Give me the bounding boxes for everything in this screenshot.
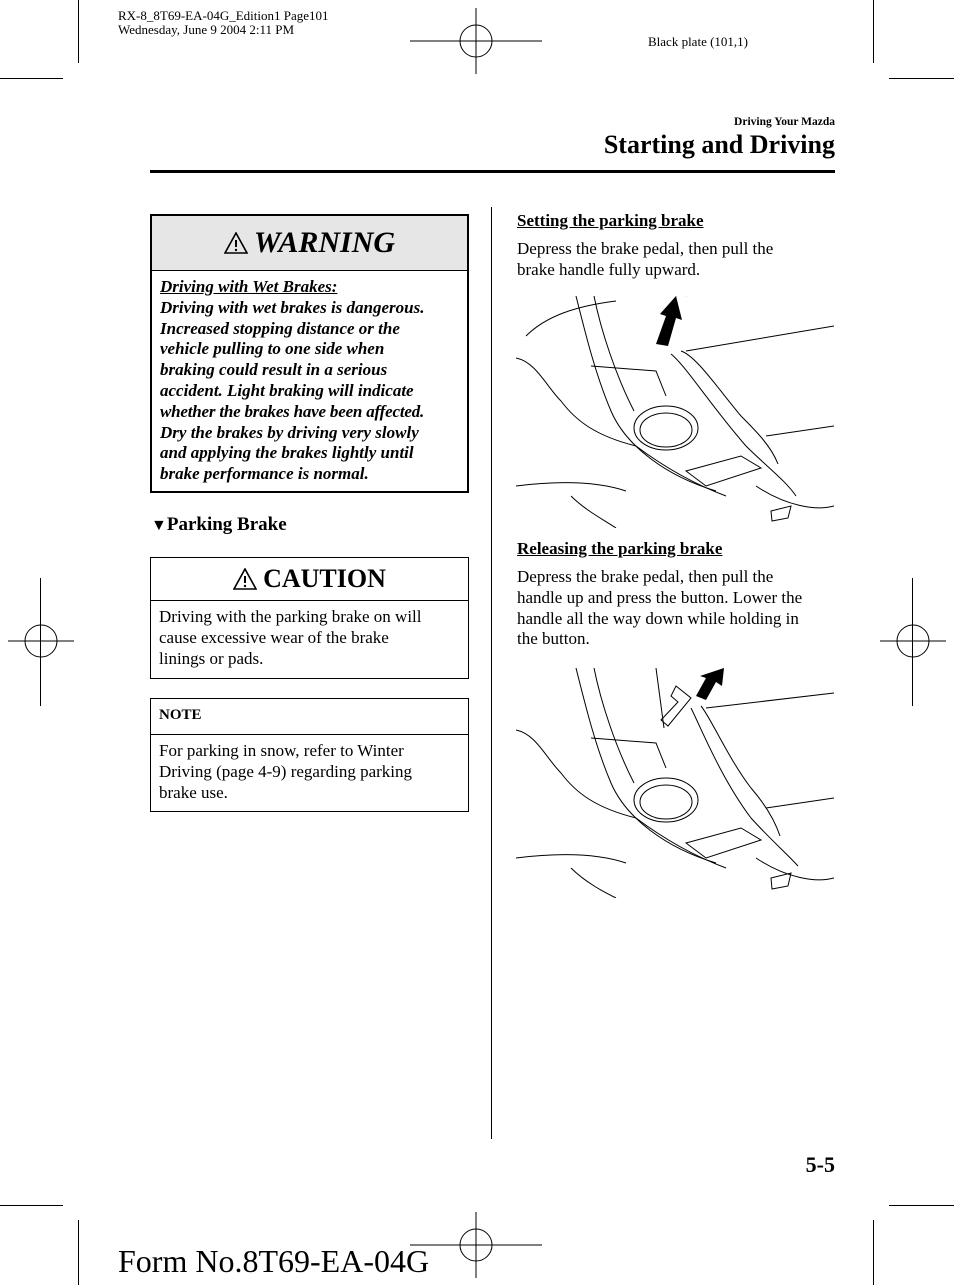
releasing-line: handle up and press the button. Lower the — [517, 587, 803, 607]
warning-line: brake performance is normal. — [160, 464, 369, 484]
warning-line: Driving with wet brakes is dangerous. — [160, 297, 425, 317]
setting-body — [517, 239, 837, 281]
print-file-line: RX-8_8T69-EA-04G_Edition1 Page101 — [118, 8, 329, 23]
setting-line: Depress the brake pedal, then pull the — [517, 239, 774, 258]
note-line: Driving (page 4-9) regarding parking — [159, 761, 413, 781]
warning-header — [152, 216, 467, 271]
releasing-body — [517, 567, 837, 650]
chapter-title: Driving Your Mazda — [734, 116, 835, 128]
releasing-heading: Releasing the parking brake — [517, 539, 723, 558]
warning-line: Dry the brakes by driving very slowly — [160, 422, 419, 442]
registration-target-right — [880, 608, 946, 674]
parking-brake-release-illustration — [516, 668, 834, 898]
setting-line: brake handle fully upward. — [517, 259, 701, 279]
registration-target-left — [8, 608, 74, 674]
note-title: NOTE — [151, 699, 468, 735]
parking-brake-setting-illustration — [516, 296, 834, 528]
header-rule — [150, 170, 835, 173]
setting-heading: Setting the parking brake — [517, 211, 704, 230]
print-date-line: Wednesday, June 9 2004 2:11 PM — [118, 22, 295, 37]
caution-line: Driving with the parking brake on will — [159, 607, 422, 626]
releasing-line: handle all the way down while holding in — [517, 608, 799, 628]
warning-line: vehicle pulling to one side when — [160, 339, 385, 359]
parking-brake-heading — [151, 514, 287, 536]
caution-header — [151, 558, 468, 601]
caution-title: CAUTION — [263, 564, 386, 593]
registration-target-bottom — [410, 1212, 542, 1278]
form-number: Form No.8T69-EA-04G — [118, 1243, 430, 1279]
registration-target-top — [410, 8, 542, 74]
note-line: brake use. — [159, 782, 228, 802]
releasing-line: Depress the brake pedal, then pull the — [517, 567, 774, 586]
warning-triangle-icon — [224, 232, 248, 254]
warning-line: braking could result in a serious — [160, 360, 388, 380]
warning-body — [152, 271, 467, 485]
caution-box — [150, 557, 469, 679]
warning-triangle-icon — [233, 568, 257, 590]
warning-line: accident. Light braking will indicate — [160, 380, 414, 400]
warning-box — [150, 214, 469, 493]
warning-title: WARNING — [253, 226, 396, 259]
caution-line: linings or pads. — [159, 648, 264, 668]
page-number: 5-5 — [805, 1152, 835, 1177]
caution-line: cause excessive wear of the brake — [159, 627, 389, 647]
caution-body — [151, 601, 468, 669]
note-box — [150, 698, 469, 812]
section-title: Starting and Driving — [603, 130, 835, 159]
warning-line: whether the brakes have been affected. — [160, 401, 425, 421]
warning-line: Increased stopping distance or the — [160, 318, 400, 338]
print-plate: Black plate (101,1) — [648, 34, 748, 49]
warning-subtitle: Driving with Wet Brakes: — [160, 277, 338, 296]
triangle-marker-icon: ▼ — [151, 517, 167, 534]
note-body — [151, 735, 468, 803]
column-divider — [491, 207, 492, 1139]
warning-line: and applying the brakes lightly until — [160, 443, 414, 463]
releasing-line: the button. — [517, 629, 590, 649]
parking-brake-heading-text: Parking Brake — [166, 514, 287, 535]
note-line: For parking in snow, refer to Winter — [159, 741, 404, 760]
